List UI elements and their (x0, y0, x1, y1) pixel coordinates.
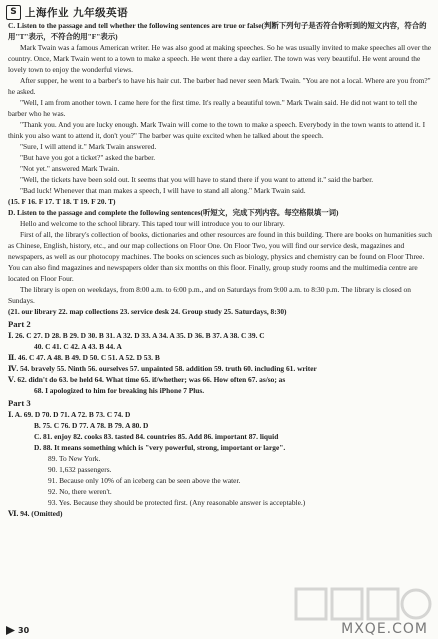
section-c-heading: C. Listen to the passage and tell whether the following sentences are true or false(判断下列句子是否符合你听到的短文内容，符合的用"T"表示，不符合的用"F"表示) (8, 21, 427, 41)
paragraph: "Not yet." answered Mark Twain. (20, 164, 120, 173)
part-2 (8, 318, 432, 396)
book-logo-icon: S (6, 5, 21, 20)
section-d-heading: D. Listen to the passage and complete the following sentences(听短文，完成下列内容。每空格限填一词) (8, 208, 339, 217)
answer-line: 68. I apologized to him for breaking his iPhone 7 Plus. (34, 386, 205, 395)
paragraph: "Bad luck! Whenever that man makes a speech, I will have to stand all along." Mark Twain said. (20, 186, 306, 195)
section-d (8, 207, 432, 317)
section-c (8, 20, 432, 207)
page-number: 30 (18, 626, 30, 635)
answer-line: 91. Because only 10% of an iceberg can be seen above the water. (48, 476, 241, 485)
answer-line: Ⅰ. A. 69. D 70. D 71. A 72. B 73. C 74. D (8, 410, 131, 419)
paragraph: First of all, the library's collection of books, dictionaries and other resources are found in this building. There are books on humanities such as Chinese, English, history, etc., and our map collections on Floor One. On Floor Two, you will find our service desk, magazines and newspapers, as well as our photocopy machines. The books on sciences such as biology, physics and chemistry can be found on Floor Three. You can also find magazines and newspapers older than six months on this floor. Finally, group study rooms and the multimedia centre are located on Floor Four. (8, 230, 432, 283)
answer-line: Ⅴ. 62. didn't do 63. be held 64. What time 65. if/whether; was 66. How often 67. as/so; as (8, 375, 286, 384)
paragraph: "Sure, I will attend it." Mark Twain answered. (20, 142, 157, 151)
paragraph: Hello and welcome to the school library. This taped tour will introduce you to our library. (20, 219, 285, 228)
section-d-answers: (21. our library 22. map collections 23. service desk 24. Group study 25. Saturdays, 8:30) (8, 307, 287, 316)
paragraph: After supper, he went to a barber's to have his hair cut. The barber had never seen Mark Twain. "You are not a local. Where are you from?" he asked. (8, 76, 431, 96)
paragraph: The library is open on weekdays, from 8:00 a.m. to 6:00 p.m., and on Saturdays from 9:00 a.m. to 8:30 p.m. The library is closed on Sundays. (8, 285, 411, 305)
page-content (8, 20, 432, 519)
part-2-title: Part 2 (8, 319, 31, 329)
page-footer (6, 626, 29, 635)
answer-line: 40. C 41. C 42. A 43. B 44. A (34, 342, 122, 351)
paragraph: "But have you got a ticket?" asked the barber. (20, 153, 156, 162)
paragraph: "Thank you. And you are lucky enough. Mark Twain will come to the town to make a speech. Everybody in the town wants to attend it. I think you also want to attend it, don't you?" The barber was quite excited when he talked about the speech. (8, 120, 426, 140)
part-3 (8, 397, 432, 519)
page-marker-icon (6, 626, 15, 635)
answer-line: Ⅱ. 46. C 47. A 48. B 49. D 50. C 51. A 52. D 53. B (8, 353, 160, 362)
answer-line: Ⅰ. 26. C 27. D 28. B 29. D 30. B 31. A 32. D 33. A 34. A 35. D 36. B 37. A 38. C 39. C (8, 331, 265, 340)
answer-line: D. 88. It means something which is "very powerful, strong, important or large". (34, 443, 286, 452)
header-title: 上海作业 九年级英语 (25, 6, 129, 19)
paragraph: "Well, I am from another town. I came here for the first time. It's really a beautiful town." Mark Twain said. He did not want to tell the barber who he was. (8, 98, 418, 118)
answer-line: 92. No, there weren't. (48, 487, 112, 496)
section-c-answers: (15. F 16. F 17. T 18. T 19. F 20. T) (8, 197, 116, 206)
answer-line: B. 75. C 76. D 77. A 78. B 79. A 80. D (34, 421, 149, 430)
page-header (6, 4, 128, 20)
answer-line: 93. Yes. Because they should be protected first. (Any reasonable answer is acceptable.) (48, 498, 306, 507)
answer-line: Ⅵ. 94. (Omitted) (8, 509, 63, 518)
part-3-title: Part 3 (8, 398, 31, 408)
answer-line: C. 81. enjoy 82. cooks 83. tasted 84. countries 85. Add 86. important 87. liquid (34, 432, 279, 441)
paragraph: "Well, the tickets have been sold out. It seems that you will have to stand there if you want to attend it." said the barber. (20, 175, 374, 184)
answer-line: 90. 1,632 passengers. (48, 465, 112, 474)
watermark-text: MXQE.COM (341, 621, 428, 637)
answer-line: 89. To New York. (48, 454, 101, 463)
answer-line: Ⅳ. 54. bravely 55. Ninth 56. ourselves 57. unpainted 58. addition 59. truth 60. including 61. writer (8, 364, 317, 373)
paragraph: Mark Twain was a famous American writer. He was also good at making speeches. So he was usually invited to make speeches all over the country. Once, Mark Twain went to a town to make a speech. He went there a day earlier. The town was very beautiful. He went around the lovely town to enjoy the wonderful views. (8, 43, 432, 74)
